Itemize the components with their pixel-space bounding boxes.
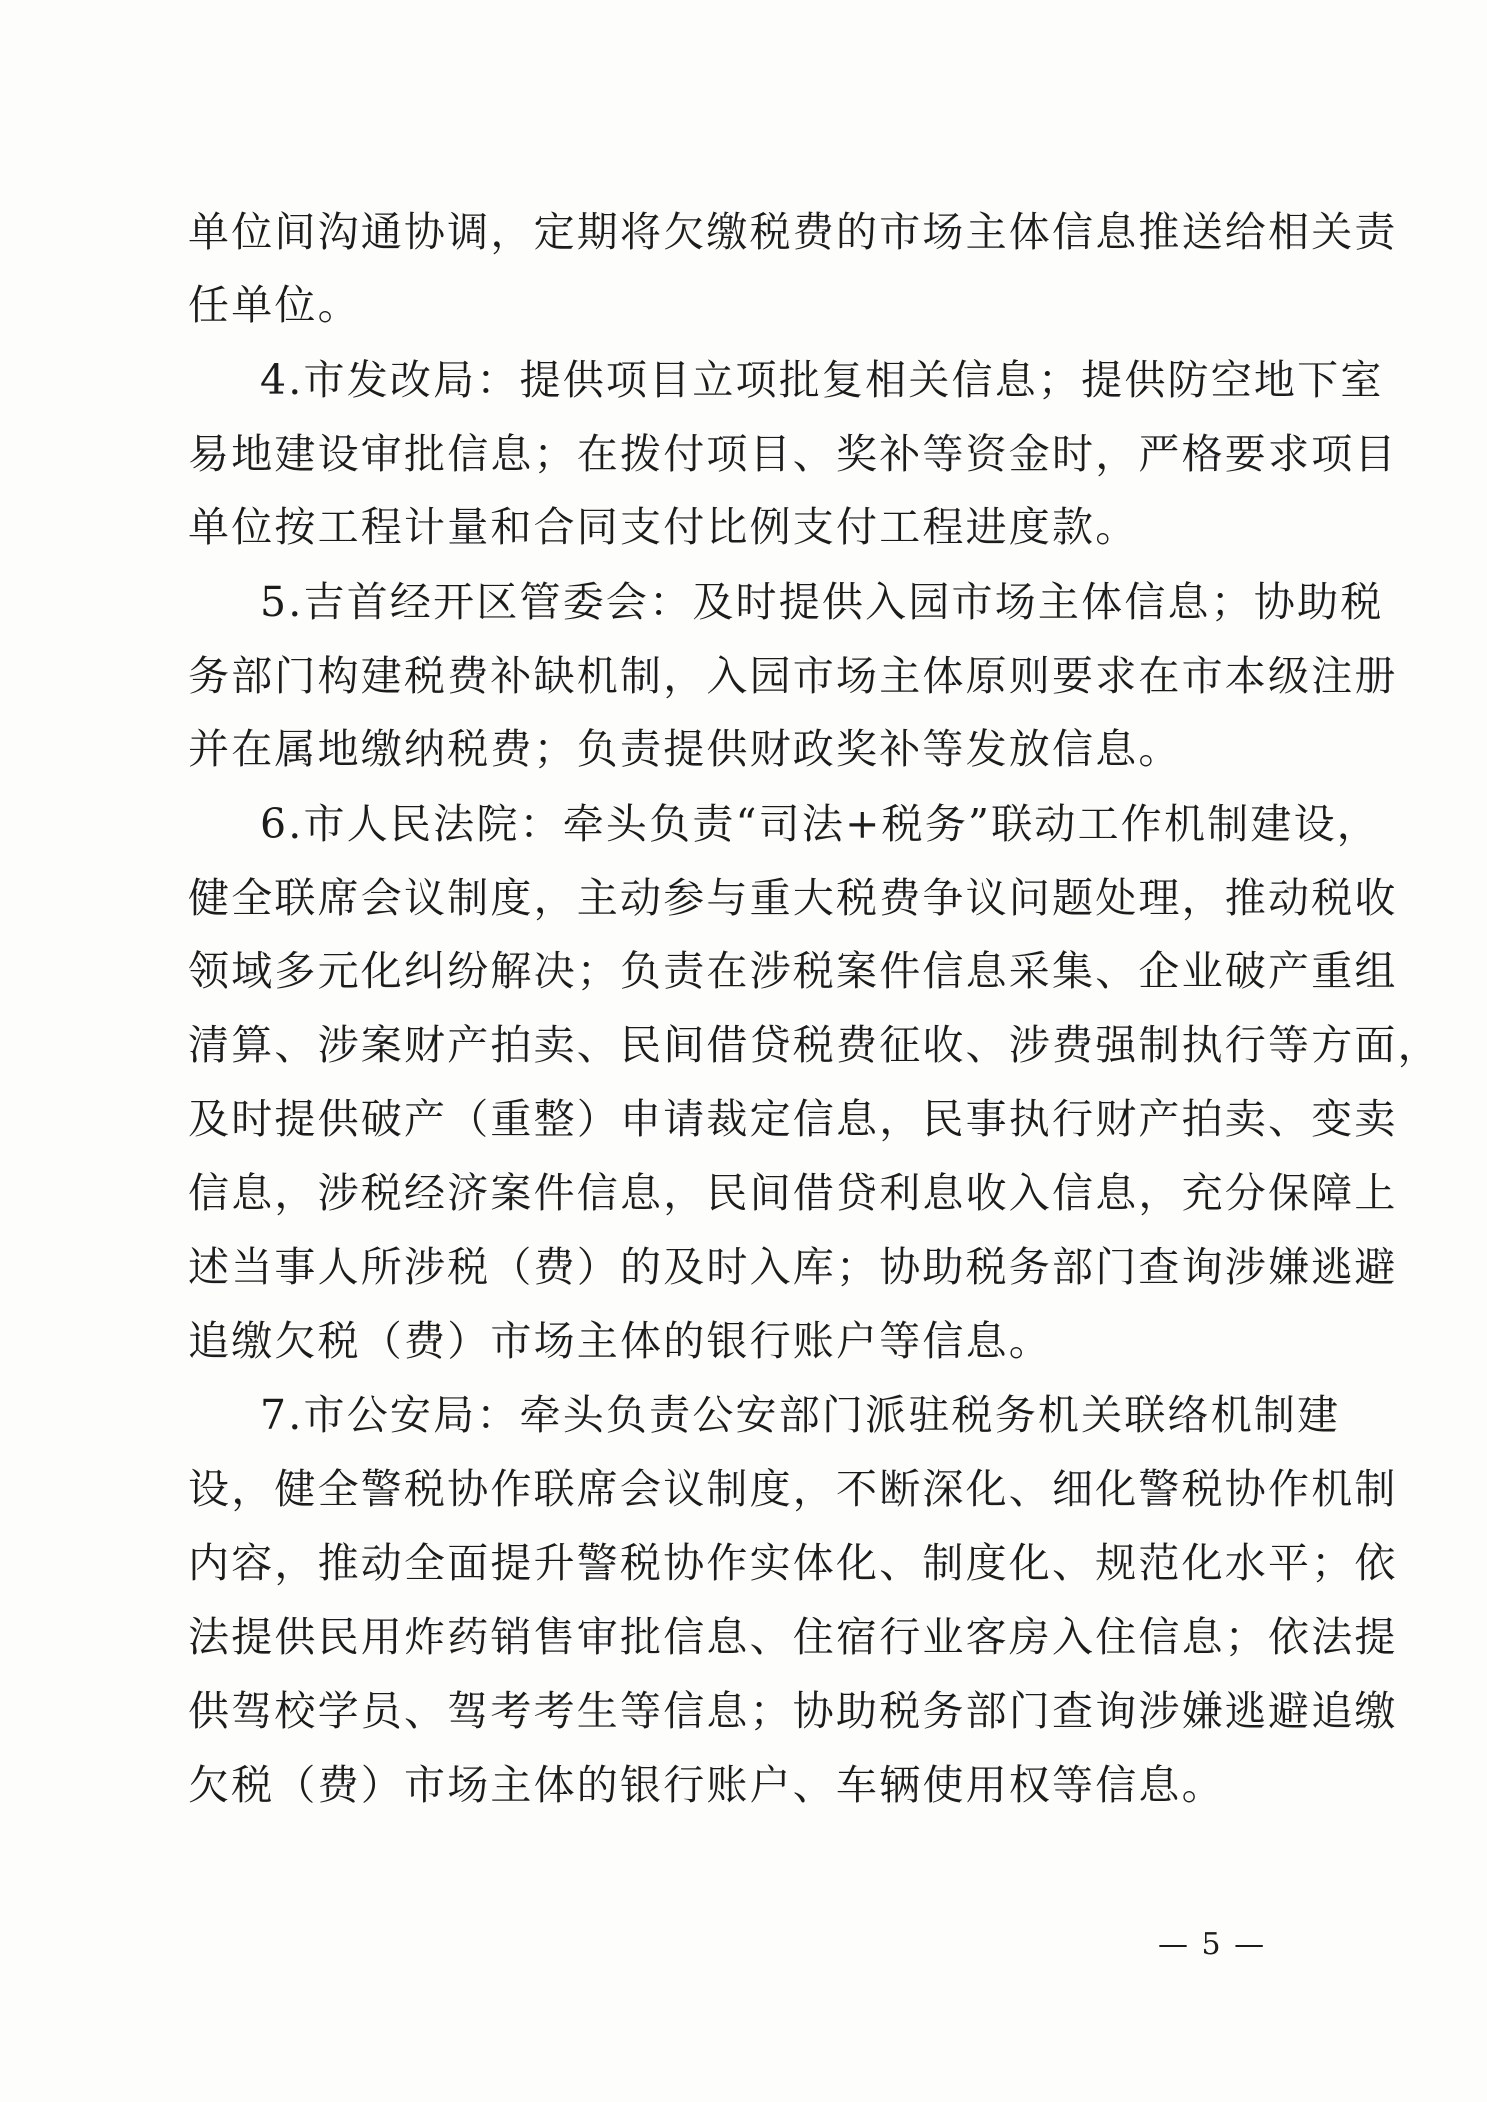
body-text-line: 健全联席会议制度，主动参与重大税费争议问题处理，推动税收 bbox=[188, 874, 1398, 922]
page-number: — 5 — bbox=[1158, 1927, 1267, 1962]
body-text-line: 易地建设审批信息；在拨付项目、奖补等资金时，严格要求项目 bbox=[188, 430, 1398, 478]
section-5-first-line: 5.吉首经开区管委会：及时提供入园市场主体信息；协助税 bbox=[260, 578, 1384, 626]
body-text-line: 单位按工程计量和合同支付比例支付工程进度款。 bbox=[188, 503, 1139, 551]
section-7-first-line: 7.市公安局：牵头负责公安部门派驻税务机关联络机制建 bbox=[260, 1391, 1341, 1439]
body-text-line: 信息，涉税经济案件信息，民间借贷利息收入信息，充分保障上 bbox=[188, 1169, 1398, 1217]
body-text-line: 务部门构建税费补缺机制，入园市场主体原则要求在市本级注册 bbox=[188, 652, 1398, 700]
body-text-line: 内容，推动全面提升警税协作实体化、制度化、规范化水平；依 bbox=[188, 1539, 1398, 1587]
body-text-line: 领域多元化纠纷解决；负责在涉税案件信息采集、企业破产重组 bbox=[188, 947, 1398, 995]
body-text-line: 任单位。 bbox=[188, 281, 361, 329]
body-text-line: 追缴欠税（费）市场主体的银行账户等信息。 bbox=[188, 1317, 1052, 1365]
body-text-line: 清算、涉案财产拍卖、民间借贷税费征收、涉费强制执行等方面， bbox=[188, 1021, 1441, 1069]
body-text-line: 欠税（费）市场主体的银行账户、车辆使用权等信息。 bbox=[188, 1761, 1225, 1809]
body-text-line: 及时提供破产（重整）申请裁定信息，民事执行财产拍卖、变卖 bbox=[188, 1095, 1398, 1143]
body-text-line: 单位间沟通协调，定期将欠缴税费的市场主体信息推送给相关责 bbox=[188, 208, 1398, 256]
body-text-line: 法提供民用炸药销售审批信息、住宿行业客房入住信息；依法提 bbox=[188, 1613, 1398, 1661]
section-4-first-line: 4.市发改局：提供项目立项批复相关信息；提供防空地下室 bbox=[260, 356, 1384, 404]
body-text-line: 设，健全警税协作联席会议制度，不断深化、细化警税协作机制 bbox=[188, 1465, 1398, 1513]
body-text-line: 供驾校学员、驾考考生等信息；协助税务部门查询涉嫌逃避追缴 bbox=[188, 1687, 1398, 1735]
body-text-line: 并在属地缴纳税费；负责提供财政奖补等发放信息。 bbox=[188, 725, 1182, 773]
body-text-line: 述当事人所涉税（费）的及时入库；协助税务部门查询涉嫌逃避 bbox=[188, 1243, 1398, 1291]
section-6-first-line: 6.市人民法院：牵头负责“司法+税务”联动工作机制建设， bbox=[260, 800, 1380, 848]
